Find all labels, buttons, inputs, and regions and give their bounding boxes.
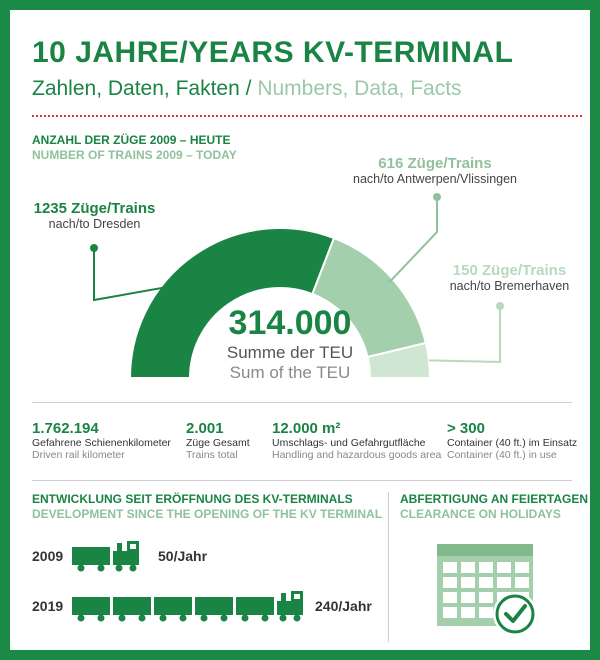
rate-2019: 240/Jahr xyxy=(315,598,372,614)
train-wagon xyxy=(72,547,110,565)
train-wheel xyxy=(130,565,137,572)
teu-total-value: 314.000 xyxy=(228,304,352,342)
stat-label-en: Trains total xyxy=(186,449,238,461)
calendar-day-cell xyxy=(461,577,475,588)
train-wheel xyxy=(116,565,123,572)
trains-heading-en: NUMBER OF TRAINS 2009 – TODAY xyxy=(32,148,237,162)
calendar-day-cell xyxy=(443,592,457,603)
holidays-heading-de: ABFERTIGUNG AN FEIERTAGEN xyxy=(400,492,588,506)
train-loco-window xyxy=(294,594,300,599)
teu-total-label-de: Summe der TEU xyxy=(226,343,354,362)
calendar-day-cell xyxy=(479,607,493,618)
train-2019-icon xyxy=(70,585,330,625)
train-wheel xyxy=(139,615,146,622)
development-heading-de: ENTWICKLUNG SEIT ERÖFFNUNG DES KV-TERMINALS xyxy=(32,492,353,506)
stat-value: 2.001 xyxy=(186,420,224,437)
stats-divider-bottom xyxy=(32,480,572,481)
train-wheel xyxy=(294,615,301,622)
year-2019: 2019 xyxy=(32,598,64,614)
train-wagon xyxy=(113,597,151,615)
train-loco-chimney xyxy=(281,593,286,601)
infographic-card xyxy=(10,10,590,650)
train-loco-chimney xyxy=(117,543,122,551)
calendar-day-cell xyxy=(479,592,493,603)
train-wheel xyxy=(280,615,287,622)
stat-label-de: Container (40 ft.) im Einsatz xyxy=(447,437,578,449)
slice-label-bremerhaven xyxy=(447,262,572,293)
train-wheel xyxy=(262,615,269,622)
stat-containers xyxy=(447,420,577,461)
calendar-day-cell xyxy=(443,577,457,588)
calendar-day-cell xyxy=(497,577,511,588)
calendar-day-cell xyxy=(479,562,493,573)
slice-label-dresden xyxy=(32,200,157,231)
leader-line-dresden-dot xyxy=(90,244,98,252)
calendar-day-cell xyxy=(461,607,475,618)
calendar-day-cell xyxy=(461,562,475,573)
train-wagon xyxy=(72,597,110,615)
stat-label-en: Handling and hazardous goods area xyxy=(272,449,442,461)
train-loco-window xyxy=(130,544,136,549)
slice-sublabel-antwerpen: nach/to Antwerpen/Vlissingen xyxy=(353,172,517,186)
year-2009: 2009 xyxy=(32,548,64,564)
train-wagon xyxy=(195,597,233,615)
stat-rail-km xyxy=(32,420,171,461)
slice-sublabel-bremerhaven: nach/to Bremerhaven xyxy=(449,279,570,293)
slice-value-antwerpen: 616 Züge/Trains xyxy=(378,155,492,172)
calendar-day-cell xyxy=(515,577,529,588)
calendar-day-cell xyxy=(497,562,511,573)
train-wheel xyxy=(119,615,126,622)
leader-line-bremerhaven-dot xyxy=(496,302,504,310)
subtitle-de: Zahlen, Daten, Fakten / xyxy=(32,77,252,100)
stat-trains-total xyxy=(186,420,250,461)
calendar-check-icon xyxy=(435,540,545,640)
train-wheel xyxy=(78,565,85,572)
section-divider-vertical xyxy=(388,492,389,642)
stat-label-de: Umschlags- und Gefahrgutfläche xyxy=(272,437,426,449)
train-wagon xyxy=(236,597,274,615)
stat-value: > 300 xyxy=(447,420,485,437)
train-wheel xyxy=(180,615,187,622)
stats-divider-top xyxy=(32,402,572,403)
train-wheel xyxy=(98,565,105,572)
calendar-day-cell xyxy=(443,607,457,618)
calendar-day-cell xyxy=(443,562,457,573)
stat-label-de: Gefahrene Schienenkilometer xyxy=(32,437,171,449)
calendar-day-cell xyxy=(461,592,475,603)
development-heading-en: DEVELOPMENT SINCE THE OPENING OF THE KV TERMINAL xyxy=(32,507,383,521)
train-wheel xyxy=(242,615,249,622)
trains-heading-de: ANZAHL DER ZÜGE 2009 – HEUTE xyxy=(32,133,231,147)
train-wheel xyxy=(160,615,167,622)
teu-total-label-en: Sum of the TEU xyxy=(229,363,351,382)
train-wheel xyxy=(201,615,208,622)
train-wheel xyxy=(98,615,105,622)
train-wheel xyxy=(221,615,228,622)
holidays-heading-en: CLEARANCE ON HOLIDAYS xyxy=(400,507,561,521)
stat-value: 1.762.194 xyxy=(32,420,99,437)
slice-value-bremerhaven: 150 Züge/Trains xyxy=(452,262,567,279)
page-title: 10 JAHRE/YEARS KV-TERMINAL xyxy=(32,36,514,69)
slice-label-antwerpen xyxy=(350,155,520,186)
stat-label-de: Züge Gesamt xyxy=(186,437,250,449)
stat-label-en: Container (40 ft.) in use xyxy=(447,449,557,461)
leader-line-antwerpen-dot xyxy=(433,193,441,201)
leader-line-bremerhaven xyxy=(429,306,500,362)
calendar-day-cell xyxy=(479,577,493,588)
calendar-day-cell xyxy=(515,562,529,573)
slice-value-dresden: 1235 Züge/Trains xyxy=(33,200,156,217)
stat-label-en: Driven rail kilometer xyxy=(32,449,125,461)
stat-value: 12.000 m² xyxy=(272,420,341,437)
stat-handling-area xyxy=(272,420,441,461)
subtitle-en: Numbers, Data, Facts xyxy=(257,77,462,100)
slice-sublabel-dresden: nach/to Dresden xyxy=(48,217,141,231)
train-wheel xyxy=(78,615,85,622)
rate-2009: 50/Jahr xyxy=(158,548,208,564)
teu-total xyxy=(200,304,380,383)
train-wagon xyxy=(154,597,192,615)
leader-line-antwerpen xyxy=(389,197,437,282)
